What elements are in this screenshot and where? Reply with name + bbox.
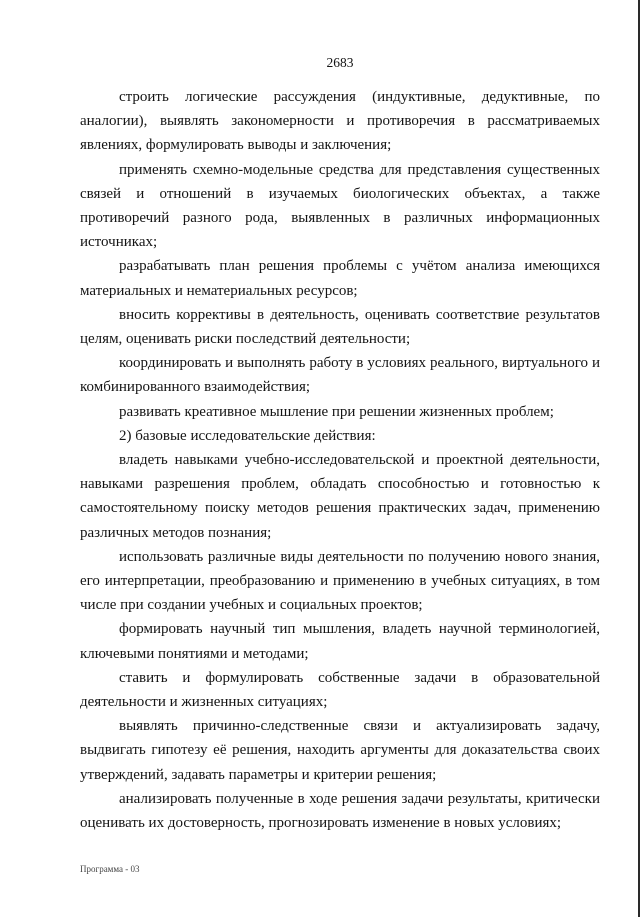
- paragraph: применять схемно-модельные средства для представления существенных связей и отношений в изучаемых биологических объектах, а также противоречий разного рода, выявленных в различных информационных источниках;: [80, 161, 600, 251]
- paragraph: разрабатывать план решения проблемы с учётом анализа имеющихся материальных и нематериальных ресурсов;: [80, 258, 600, 299]
- paragraph: вносить коррективы в деятельность, оценивать соответствие результатов целям, оценивать риски последствий деятельности;: [80, 306, 600, 348]
- section-heading: 2) базовые исследовательские действия:: [119, 427, 376, 444]
- page-body: [80, 85, 600, 835]
- paragraph: использовать различные виды деятельности по получению нового знания, его интерпретации, преобразованию и применению в учебных ситуациях, в том числе при создании учебных и социальных проектов;: [80, 548, 600, 614]
- paragraph: анализировать полученные в ходе решения задачи результаты, критически оценивать их достоверность, прогнозировать изменение в новых условиях;: [80, 790, 600, 832]
- paragraph: владеть навыками учебно-исследовательской и проектной деятельности, навыками разрешения проблем, обладать способностью и готовностью к самостоятельному поиску методов решения практических задач, применению различных методов познания;: [80, 452, 600, 541]
- paragraph: выявлять причинно-следственные связи и актуализировать задачу, выдвигать гипотезу её решения, находить аргументы для доказательства своих утверждений, задавать параметры и критерии решения;: [80, 718, 600, 783]
- paragraph: ставить и формулировать собственные задачи в образовательной деятельности и жизненных ситуациях;: [80, 669, 600, 711]
- paragraph: строить логические рассуждения (индуктивные, дедуктивные, по аналогии), выявлять закономерности и противоречия в рассматриваемых явлениях, формулировать выводы и заключения;: [80, 89, 600, 154]
- paragraph: формировать научный тип мышления, владеть научной терминологией, ключевыми понятиями и методами;: [80, 621, 600, 662]
- paragraph: координировать и выполнять работу в условиях реального, виртуального и комбинированного взаимодействия;: [80, 355, 600, 396]
- page-number: 2683: [326, 55, 354, 70]
- footer-note: Программа - 03: [80, 864, 140, 874]
- paragraph: развивать креативное мышление при решении жизненных проблем;: [119, 403, 554, 420]
